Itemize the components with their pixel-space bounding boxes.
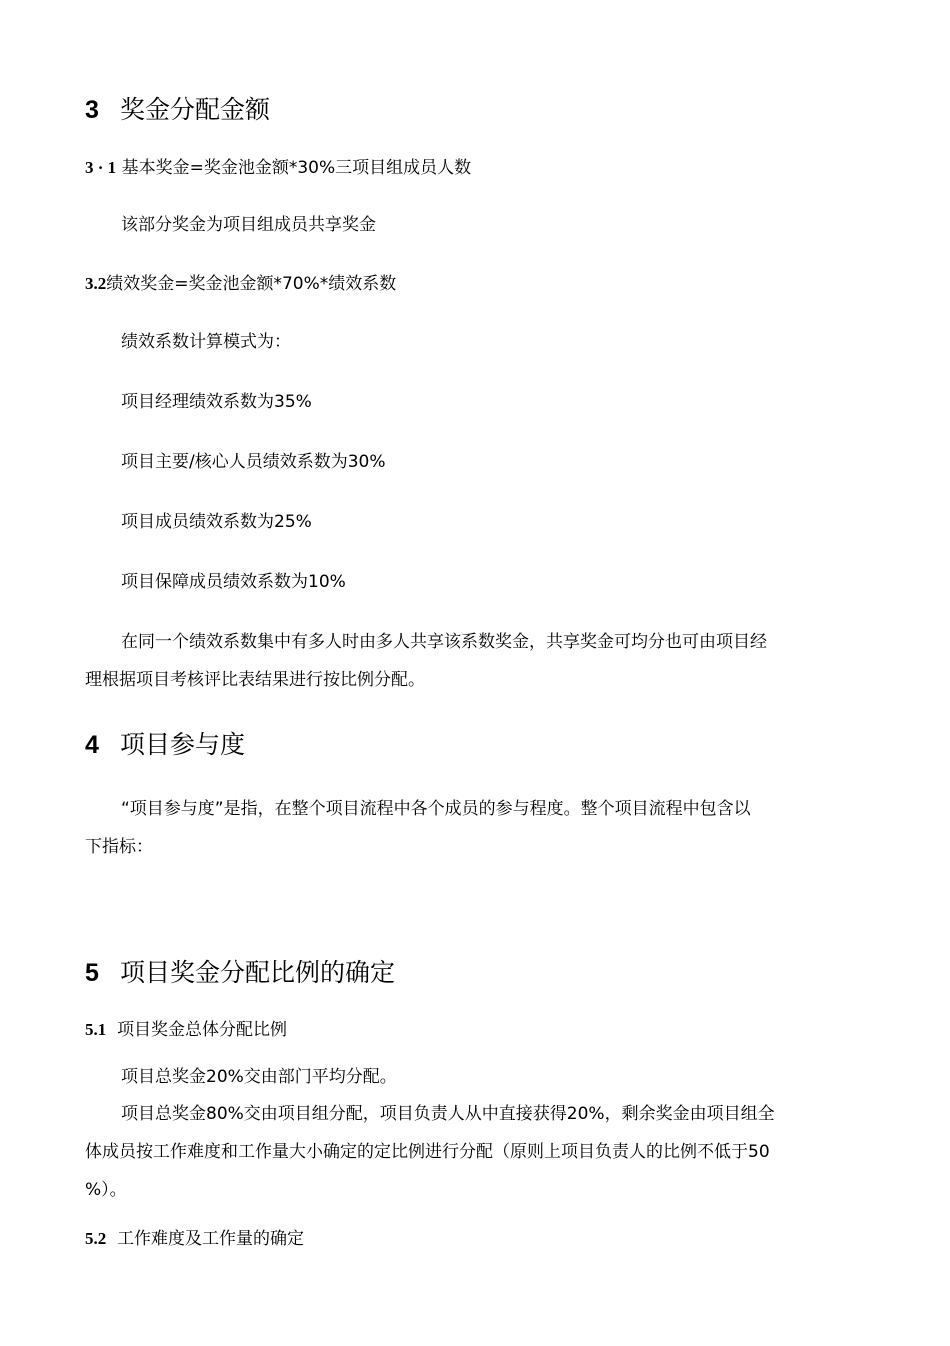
paragraph-line: 项目总奖金80%交由项目组分配，项目负责人从中直接获得20%，剩余奖金由项目组全 <box>121 1104 775 1124</box>
coefficient-line: 项目主要/核心人员绩效系数为30% <box>121 452 386 472</box>
subsection-number: 5.2 <box>85 1229 107 1248</box>
subsection-5-2 <box>85 1227 304 1251</box>
coefficient-line: 项目成员绩效系数为25% <box>121 512 312 532</box>
subsection-text: 工作难度及工作量的确定 <box>117 1229 305 1249</box>
paragraph-5-1-team <box>85 1095 860 1209</box>
section-3-heading <box>85 94 270 126</box>
paragraph-line: 在同一个绩效系数集中有多人时由多人共享该系数奖金，共享奖金可均分也可由项目经 <box>121 632 767 652</box>
paragraph-4-participation <box>85 790 860 866</box>
paragraph-3-1-note: 该部分奖金为项目组成员共享奖金 <box>121 215 376 235</box>
section-5-heading <box>85 957 395 989</box>
paragraph-line: 下指标： <box>85 837 153 857</box>
paragraph-line: 体成员按工作难度和工作量大小确定的定比例进行分配（原则上项目负责人的比例不低于50 <box>85 1142 770 1162</box>
subsection-5-1 <box>85 1018 287 1042</box>
section-4-heading <box>85 729 245 761</box>
section-title: 奖金分配金额 <box>120 95 271 124</box>
paragraph-line: 理根据项目考核评比表结果进行按比例分配。 <box>85 670 425 690</box>
section-title: 项目奖金分配比例的确定 <box>120 958 396 987</box>
paragraph-5-1-department: 项目总奖金20%交由部门平均分配。 <box>121 1067 397 1087</box>
subsection-text: 绩效奖金=奖金池金额*70%*绩效系数 <box>106 274 397 294</box>
section-number: 3 <box>85 96 99 124</box>
subsection-number: 3 · 1 <box>85 158 117 177</box>
section-number: 4 <box>85 731 99 759</box>
section-number: 5 <box>85 959 99 987</box>
coefficient-line: 项目保障成员绩效系数为10% <box>121 572 346 592</box>
paragraph-3-sharing <box>85 623 860 699</box>
paragraph-line: “项目参与度”是指，在整个项目流程中各个成员的参与程度。整个项目流程中包含以 <box>121 799 751 819</box>
coefficient-line: 项目经理绩效系数为35% <box>121 392 312 412</box>
section-title: 项目参与度 <box>120 730 246 759</box>
subsection-text: 项目奖金总体分配比例 <box>117 1020 288 1040</box>
subsection-3-1 <box>85 156 471 180</box>
coefficient-mode-label: 绩效系数计算模式为： <box>121 332 291 352</box>
subsection-number: 5.1 <box>85 1020 107 1039</box>
subsection-number: 3.2 <box>85 274 107 293</box>
subsection-3-2 <box>85 272 396 296</box>
subsection-text: 基本奖金=奖金池金额*30%三项目组成员人数 <box>121 158 472 178</box>
paragraph-line: %）。 <box>85 1180 127 1200</box>
